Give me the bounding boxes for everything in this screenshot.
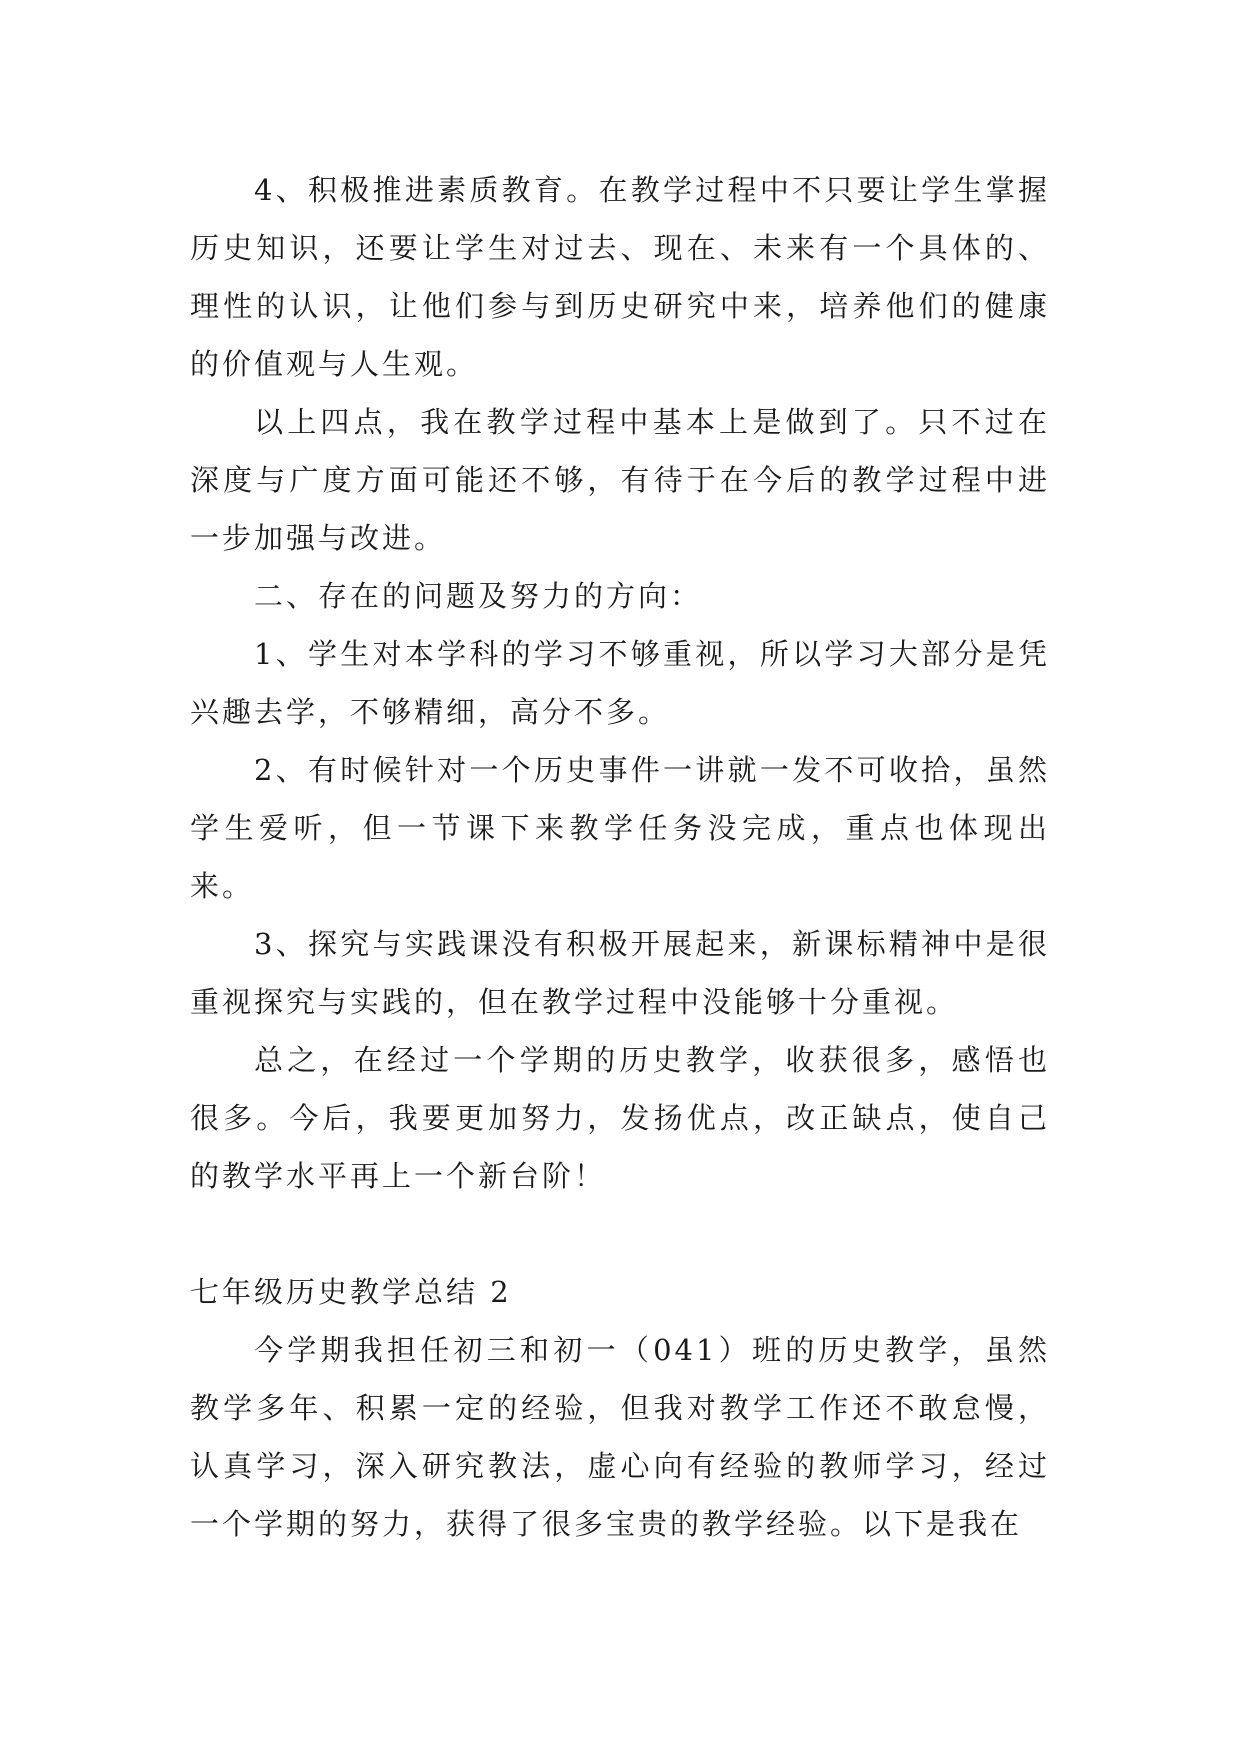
paragraph-quality-education: 4、积极推进素质教育。在教学过程中不只要让学生掌握历史知识，还要让学生对过去、现在、未来有一个具体的、理性的认识，让他们参与到历史研究中来，培养他们的健康的价值观与人生观。 (190, 173, 1050, 381)
paragraph-summary-four-points: 以上四点，我在教学过程中基本上是做到了。只不过在深度与广度方面可能还不够，有待于在今后的教学过程中进一步加强与改进。 (190, 405, 1050, 555)
paragraph-problem-2: 2、有时候针对一个历史事件一讲就一发不可收拾，虽然学生爱听，但一节课下来教学任务没完成，重点也体现出来。 (190, 753, 1050, 903)
paragraph-section-2-intro: 今学期我担任初三和初一（041）班的历史教学，虽然教学多年、积累一定的经验，但我对教学工作还不敢怠慢，认真学习，深入研究教法，虚心向有经验的教师学习，经过一个学期的努力，获得了很多宝贵的教学经验。以下是我在 (190, 1333, 1050, 1541)
paragraph-problem-3: 3、探究与实践课没有积极开展起来，新课标精神中是很重视探究与实践的，但在教学过程中没能够十分重视。 (190, 927, 1050, 1019)
paragraph-conclusion: 总之，在经过一个学期的历史教学，收获很多，感悟也很多。今后，我要更加努力，发扬优点，改正缺点，使自己的教学水平再上一个新台阶！ (190, 1043, 1050, 1193)
paragraph-problems-heading: 二、存在的问题及努力的方向： (254, 579, 703, 613)
paragraph-problem-1: 1、学生对本学科的学习不够重视，所以学习大部分是凭兴趣去学，不够精细，高分不多。 (190, 637, 1050, 729)
section-title: 七年级历史教学总结 2 (190, 1275, 512, 1309)
document-body (190, 161, 1050, 1553)
